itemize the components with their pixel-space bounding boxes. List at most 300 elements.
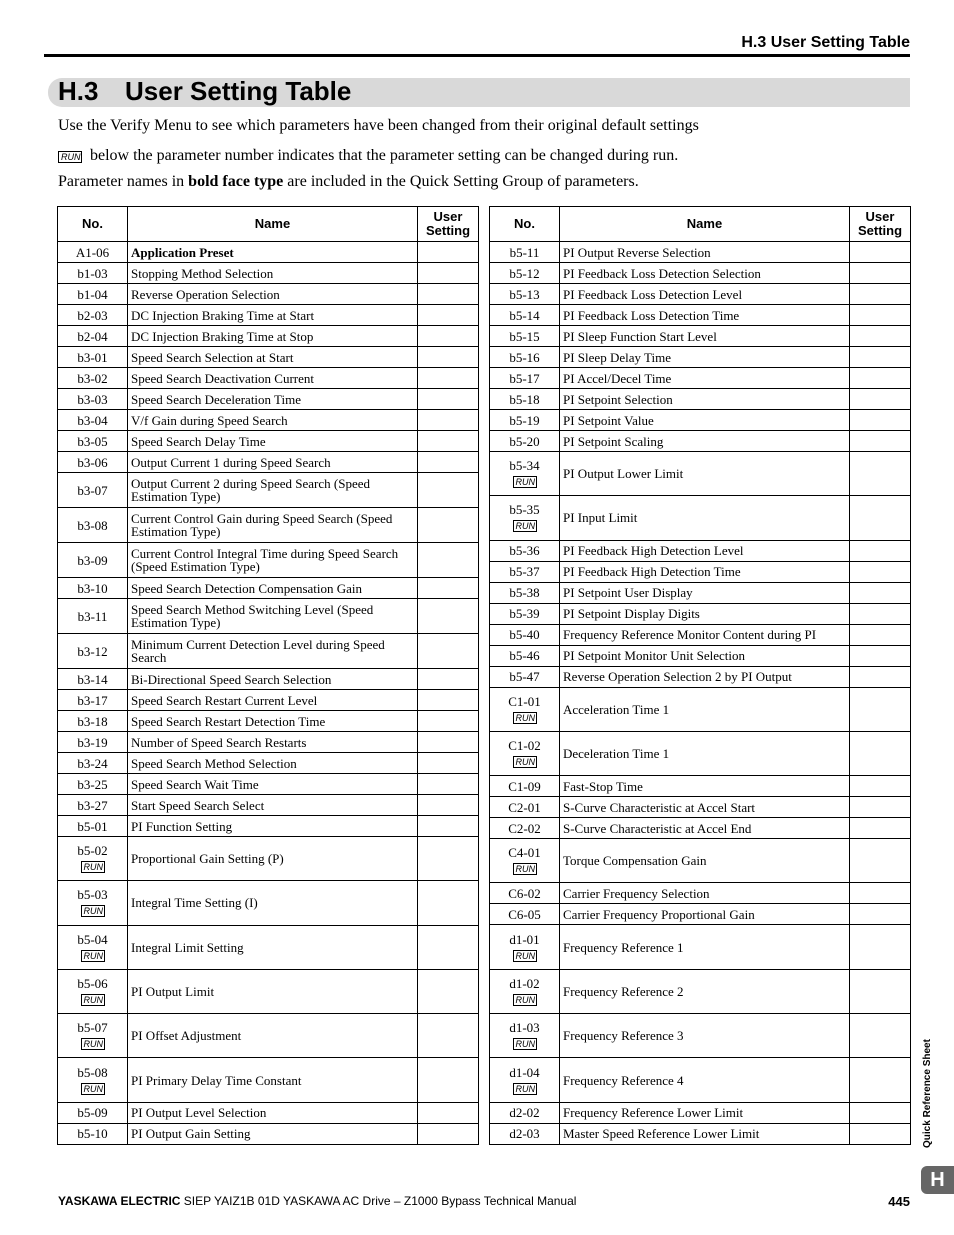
user-setting-cell[interactable] [850,1058,911,1102]
user-setting-cell[interactable] [850,969,911,1013]
param-number-cell [490,410,560,431]
param-number-cell [58,410,128,431]
param-name-cell [128,326,418,347]
table-row [490,284,911,305]
param-name: PI Setpoint Monitor Unit Selection [563,648,745,664]
param-number-cell [490,431,560,452]
table-row [58,473,479,508]
param-name-cell [128,1058,418,1102]
user-setting-cell[interactable] [850,797,911,818]
run-badge: RUN [81,950,105,962]
param-number-cell [490,496,560,540]
param-name: PI Sleep Function Start Level [563,328,717,344]
param-name-cell [560,624,850,645]
col-header-no: No. [58,207,128,242]
param-number-cell [490,925,560,969]
param-number-cell [58,263,128,284]
param-name: PI Output Limit [131,984,215,1000]
user-setting-cell[interactable] [850,731,911,775]
param-name: PI Output Lower Limit [563,466,684,482]
table-row [490,818,911,839]
param-name: Application Preset [131,244,234,260]
col-header-name: Name [560,207,850,242]
param-name-cell [128,753,418,774]
param-number: b5-37 [509,564,540,580]
param-name-cell [560,603,850,624]
user-setting-cell[interactable] [418,242,479,263]
param-number-cell [490,666,560,687]
table-row [58,669,479,690]
user-setting-cell[interactable] [850,818,911,839]
user-setting-cell[interactable] [850,904,911,925]
run-badge: RUN [513,712,537,724]
table-row [490,452,911,496]
param-name-cell [560,1014,850,1058]
param-number: b5-46 [509,648,540,664]
param-name: Speed Search Delay Time [131,433,266,449]
section-number: H.3 [58,76,99,106]
user-setting-cell[interactable] [418,881,479,925]
user-setting-cell[interactable] [418,263,479,284]
table-row [490,561,911,582]
param-name: PI Input Limit [563,510,638,526]
param-name-cell [560,540,850,561]
param-number-cell [58,753,128,774]
param-name: Frequency Reference Lower Limit [563,1105,744,1121]
user-setting-cell[interactable] [850,242,911,263]
table-row [58,1014,479,1058]
table-row [58,732,479,753]
user-setting-cell[interactable] [418,690,479,711]
param-number-cell [58,881,128,925]
run-badge: RUN [513,994,537,1006]
param-name-cell [560,242,850,263]
col-header-user-setting [850,207,911,242]
param-number-cell [490,452,560,496]
table-row [58,795,479,816]
param-number-cell [58,543,128,578]
user-setting-cell[interactable] [418,753,479,774]
user-setting-cell[interactable] [850,1123,911,1144]
user-setting-cell[interactable] [418,305,479,326]
table-row [490,1014,911,1058]
param-number: C1-02 [508,738,541,754]
table-row [490,263,911,284]
footer [58,1194,576,1208]
param-number-cell [58,1058,128,1102]
param-number-cell [490,305,560,326]
user-setting-cell[interactable] [418,389,479,410]
param-name-cell [560,582,850,603]
running-header: H.3 User Setting Table [741,34,910,51]
user-setting-cell[interactable] [418,410,479,431]
user-setting-cell[interactable] [418,431,479,452]
user-setting-cell[interactable] [418,347,479,368]
user-setting-cell[interactable] [850,496,911,540]
user-setting-cell[interactable] [850,776,911,797]
param-number-cell [58,774,128,795]
param-name-cell [560,904,850,925]
param-name-cell [128,690,418,711]
user-setting-cell[interactable] [418,1014,479,1058]
param-name: Output Current 2 during Speed Search (Speed Estimation Type) [131,476,371,504]
table-row [490,431,911,452]
param-number-cell [58,732,128,753]
user-setting-cell[interactable] [418,508,479,543]
user-setting-cell[interactable] [850,284,911,305]
param-number: b5-34 [509,458,540,474]
col-header-user-setting [418,207,479,242]
run-badge: RUN [513,1083,537,1095]
param-number: b5-10 [77,1126,108,1142]
table-row [58,305,479,326]
col-header-no: No. [490,207,560,242]
table-row [58,690,479,711]
table-row [490,368,911,389]
param-name-cell [128,837,418,881]
param-name-cell [128,389,418,410]
param-name: DC Injection Braking Time at Start [131,307,315,323]
param-number: b3-18 [77,713,108,729]
user-setting-cell[interactable] [850,624,911,645]
param-number-cell [58,305,128,326]
param-name-cell [560,561,850,582]
param-number-cell [58,473,128,508]
param-number: b3-01 [77,349,108,365]
param-name-cell [128,774,418,795]
table-row [490,797,911,818]
param-number: b1-03 [77,265,108,281]
param-number: b2-04 [77,328,108,344]
user-setting-cell[interactable] [850,645,911,666]
table-row [490,1058,911,1102]
param-number: b3-07 [77,482,108,498]
param-number: b5-08 [77,1064,108,1080]
table-row [58,368,479,389]
user-setting-cell[interactable] [850,839,911,883]
param-name-cell [128,816,418,837]
param-name-cell [128,1102,418,1123]
user-setting-cell[interactable] [418,326,479,347]
param-number: b5-19 [509,412,540,428]
param-number: b1-04 [77,286,108,302]
param-number: b5-18 [509,391,540,407]
param-name: V/f Gain during Speed Search [131,412,288,428]
param-number: b3-19 [77,734,108,750]
param-name: Minimum Current Detection Level during Speed Search [131,637,385,665]
intro-line-1: Use the Verify Menu to see which parameters have been changed from their original default settings [58,117,699,134]
table-row [490,582,911,603]
table-row [58,508,479,543]
param-name: Current Control Integral Time during Speed Search (Speed Estimation Type) [131,546,399,574]
user-setting-cell[interactable] [418,669,479,690]
user-setting-cell[interactable] [418,969,479,1013]
user-setting-cell[interactable] [850,1014,911,1058]
table-row [490,389,911,410]
param-number-cell [490,776,560,797]
table-row [58,431,479,452]
param-number: b5-38 [509,585,540,601]
param-number: C4-01 [508,845,541,861]
col-header-user-setting-line1: User [865,209,895,224]
param-name: DC Injection Braking Time at Stop [131,328,314,344]
param-name: Speed Search Detection Compensation Gain [131,580,363,596]
param-number: C2-02 [508,820,541,836]
param-name: Bi-Directional Speed Search Selection [131,671,332,687]
param-number: b5-13 [509,286,540,302]
user-setting-cell[interactable] [418,732,479,753]
user-setting-cell[interactable] [418,1058,479,1102]
user-setting-cell[interactable] [850,326,911,347]
param-name-cell [560,666,850,687]
param-name-cell [128,242,418,263]
param-name: Speed Search Method Selection [131,755,297,771]
param-number: d1-03 [509,1020,540,1036]
param-number-cell [58,711,128,732]
param-number: d1-04 [509,1064,540,1080]
param-number: d2-03 [509,1126,540,1142]
param-name-cell [128,634,418,669]
param-name: S-Curve Characteristic at Accel Start [563,799,756,815]
user-setting-cell[interactable] [850,666,911,687]
run-badge: RUN [81,905,105,917]
table-row [58,389,479,410]
user-setting-cell[interactable] [418,284,479,305]
param-name-cell [560,431,850,452]
param-name: Proportional Gain Setting (P) [131,851,284,867]
param-name: PI Function Setting [131,818,233,834]
col-header-user-setting-line1: User [433,209,463,224]
param-number-cell [490,263,560,284]
user-setting-cell[interactable] [418,452,479,473]
table-row [490,839,911,883]
param-name-cell [560,925,850,969]
param-number: b5-47 [509,669,540,685]
user-setting-cell[interactable] [850,687,911,731]
param-number: b3-12 [77,643,108,659]
user-setting-cell[interactable] [850,389,911,410]
param-name: Speed Search Selection at Start [131,349,294,365]
param-name: PI Setpoint Display Digits [563,606,700,622]
table-row [58,347,479,368]
param-number: b5-01 [77,818,108,834]
param-number-cell [490,582,560,603]
param-name: PI Feedback High Detection Time [563,564,741,580]
param-number-cell [490,561,560,582]
param-number-cell [58,431,128,452]
param-name-cell [560,969,850,1013]
param-number: b5-17 [509,370,540,386]
user-setting-cell[interactable] [418,837,479,881]
param-number: b3-05 [77,433,108,449]
user-setting-cell[interactable] [850,1102,911,1123]
param-name: PI Feedback Loss Detection Time [563,307,740,323]
param-number-cell [490,904,560,925]
user-setting-cell[interactable] [850,582,911,603]
param-name-cell [560,797,850,818]
param-name: Frequency Reference Monitor Content during PI [563,627,817,643]
param-name-cell [560,731,850,775]
param-name-cell [560,368,850,389]
param-number: b5-40 [509,627,540,643]
param-number: C1-09 [508,778,541,794]
intro-line-2 [58,147,678,165]
table-row [490,242,911,263]
param-name: PI Primary Delay Time Constant [131,1072,302,1088]
param-name: PI Setpoint Selection [563,391,673,407]
run-badge: RUN [513,476,537,488]
user-setting-cell[interactable] [850,452,911,496]
param-number-cell [58,599,128,634]
user-setting-cell[interactable] [850,925,911,969]
col-header-user-setting-line2: Setting [857,223,903,238]
param-number: b5-15 [509,328,540,344]
param-number: b3-06 [77,454,108,470]
param-name-cell [560,496,850,540]
user-setting-cell[interactable] [850,540,911,561]
param-name-cell [560,410,850,431]
user-setting-cell[interactable] [418,774,479,795]
intro-line-3-pre: Parameter names in [58,173,189,190]
param-number: b5-36 [509,543,540,559]
table-row [490,305,911,326]
param-number: b5-16 [509,349,540,365]
user-setting-cell[interactable] [418,1102,479,1123]
param-number-cell [490,687,560,731]
table-row [58,578,479,599]
user-setting-cell[interactable] [850,603,911,624]
param-name-cell [128,732,418,753]
footer-brand: YASKAWA ELECTRIC [58,1194,181,1208]
user-setting-cell[interactable] [850,305,911,326]
user-setting-cell[interactable] [418,368,479,389]
run-badge: RUN [513,950,537,962]
param-name-cell [560,839,850,883]
user-setting-table-right [489,206,911,1145]
param-name-cell [128,473,418,508]
table-row [490,540,911,561]
run-badge: RUN [513,1038,537,1050]
param-name-cell [128,599,418,634]
param-number-cell [490,1102,560,1123]
param-number: d2-02 [509,1105,540,1121]
param-name-cell [560,1058,850,1102]
section-tab: H [921,1166,954,1194]
param-number-cell [58,669,128,690]
param-name: PI Setpoint Value [563,412,654,428]
param-name-cell [560,883,850,904]
param-name: Frequency Reference 1 [563,939,684,955]
param-name: Fast-Stop Time [563,778,643,794]
param-name: Integral Limit Setting [131,939,244,955]
user-setting-cell[interactable] [418,925,479,969]
param-number: C2-01 [508,799,541,815]
param-number: b3-24 [77,755,108,771]
param-number: b5-07 [77,1020,108,1036]
intro-line-3-post: are included in the Quick Setting Group of parameters. [283,173,639,190]
run-badge: RUN [81,1083,105,1095]
param-number-cell [490,624,560,645]
user-setting-cell[interactable] [418,1123,479,1144]
table-row [490,603,911,624]
user-setting-cell[interactable] [850,347,911,368]
user-setting-cell[interactable] [418,578,479,599]
param-number-cell [58,368,128,389]
footer-text: SIEP YAIZ1B 01D YASKAWA AC Drive – Z1000 Bypass Technical Manual [180,1194,577,1208]
user-setting-cell[interactable] [418,473,479,508]
param-number: b5-06 [77,976,108,992]
param-number: b3-10 [77,580,108,596]
user-setting-cell[interactable] [418,711,479,732]
param-number-cell [58,389,128,410]
param-name: Frequency Reference 2 [563,983,684,999]
param-name-cell [128,578,418,599]
user-setting-cell[interactable] [418,634,479,669]
param-number: d1-01 [509,931,540,947]
param-number-cell [58,816,128,837]
param-name: Carrier Frequency Proportional Gain [563,906,755,922]
param-name-cell [560,687,850,731]
table-row [58,816,479,837]
param-name-cell [560,326,850,347]
param-name-cell [560,347,850,368]
param-number-cell [490,326,560,347]
param-number: b3-08 [77,517,108,533]
table-row [490,776,911,797]
table-row [490,883,911,904]
intro-line-2-text: below the parameter number indicates that the parameter setting can be changed during run. [90,147,679,164]
user-setting-cell[interactable] [850,431,911,452]
param-number-cell [58,925,128,969]
param-name-cell [560,818,850,839]
param-name: Deceleration Time 1 [563,746,670,762]
side-label: Quick Reference Sheet [922,1039,933,1148]
param-name-cell [128,543,418,578]
param-number-cell [58,578,128,599]
user-setting-cell[interactable] [850,410,911,431]
param-number-cell [58,1102,128,1123]
user-setting-cell[interactable] [850,561,911,582]
param-name-cell [128,925,418,969]
run-badge: RUN [81,994,105,1006]
param-name-cell [560,263,850,284]
param-name: Stopping Method Selection [131,265,274,281]
param-number-cell [58,284,128,305]
user-setting-cell[interactable] [418,795,479,816]
param-number: b3-14 [77,671,108,687]
param-number-cell [490,969,560,1013]
param-name: Speed Search Restart Current Level [131,692,318,708]
table-row [490,687,911,731]
user-setting-cell[interactable] [418,543,479,578]
user-setting-cell[interactable] [850,883,911,904]
param-name: PI Offset Adjustment [131,1028,242,1044]
user-setting-cell[interactable] [418,816,479,837]
param-number: b5-20 [509,433,540,449]
run-badge: RUN [58,151,82,163]
param-name-cell [560,776,850,797]
user-setting-cell[interactable] [850,263,911,284]
table-row [58,284,479,305]
param-number: b5-11 [509,244,540,260]
user-setting-cell[interactable] [850,368,911,389]
user-setting-cell[interactable] [418,599,479,634]
param-name: Speed Search Restart Detection Time [131,713,326,729]
param-name-cell [128,263,418,284]
param-name-cell [128,305,418,326]
param-name: Number of Speed Search Restarts [131,734,307,750]
run-badge: RUN [513,520,537,532]
